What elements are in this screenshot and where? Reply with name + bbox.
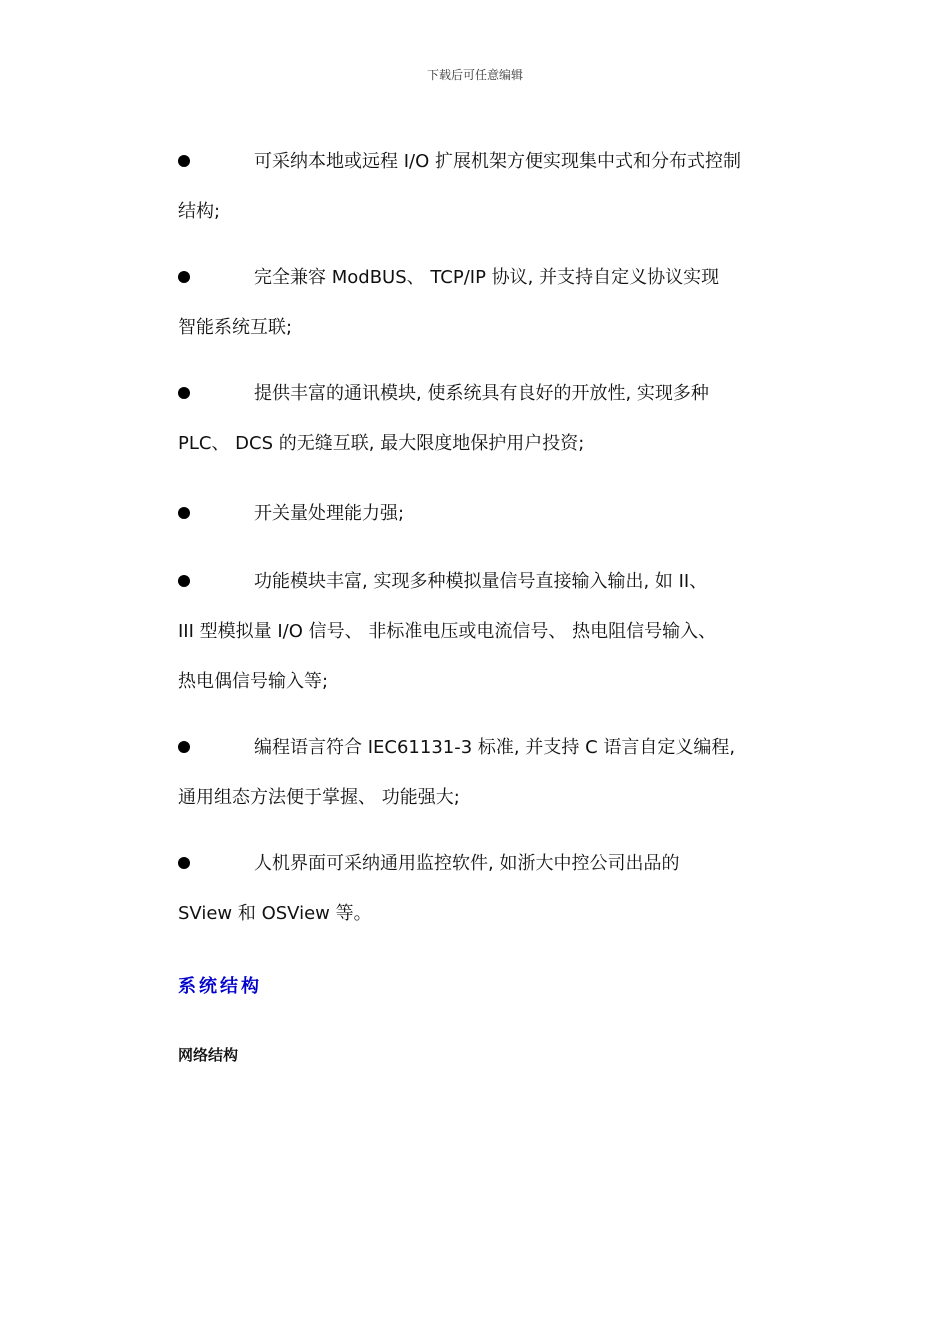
section-title: 系统结构 — [178, 976, 262, 997]
feature-text: 智能系统互联; — [178, 317, 293, 338]
feature-text: 完全兼容 ModBUS、 TCP/IP 协议, 并支持自定义协议实现 — [254, 267, 720, 288]
bullet-icon — [178, 271, 190, 283]
section-subtitle: 网络结构 — [178, 1046, 239, 1064]
feature-text: PLC、 DCS 的无缝互联, 最大限度地保护用户投资; — [178, 433, 585, 454]
feature-text: 可采纳本地或远程 I/O 扩展机架方便实现集中式和分布式控制 — [254, 151, 741, 172]
feature-text: 结构; — [178, 201, 221, 222]
bullet-icon — [178, 507, 190, 519]
bullet-icon — [178, 575, 190, 587]
page-header: 下载后可任意编辑 — [426, 68, 523, 82]
feature-text: 编程语言符合 IEC61131-3 标准, 并支持 C 语言自定义编程, — [254, 737, 736, 758]
feature-text: 开关量处理能力强; — [254, 503, 405, 524]
feature-text: III 型模拟量 I/O 信号、 非标准电压或电流信号、 热电阻信号输入、 — [178, 621, 717, 642]
bullet-icon — [178, 387, 190, 399]
feature-text: SView 和 OSView 等。 — [178, 903, 372, 924]
feature-text: 通用组态方法便于掌握、 功能强大; — [178, 787, 460, 808]
bullet-icon — [178, 741, 190, 753]
feature-text: 热电偶信号输入等; — [178, 671, 329, 692]
feature-text: 提供丰富的通讯模块, 使系统具有良好的开放性, 实现多种 — [254, 383, 709, 404]
bullet-icon — [178, 857, 190, 869]
bullet-icon — [178, 155, 190, 167]
feature-text: 功能模块丰富, 实现多种模拟量信号直接输入输出, 如 II、 — [254, 571, 708, 592]
feature-text: 人机界面可采纳通用监控软件, 如浙大中控公司出品的 — [254, 853, 680, 874]
